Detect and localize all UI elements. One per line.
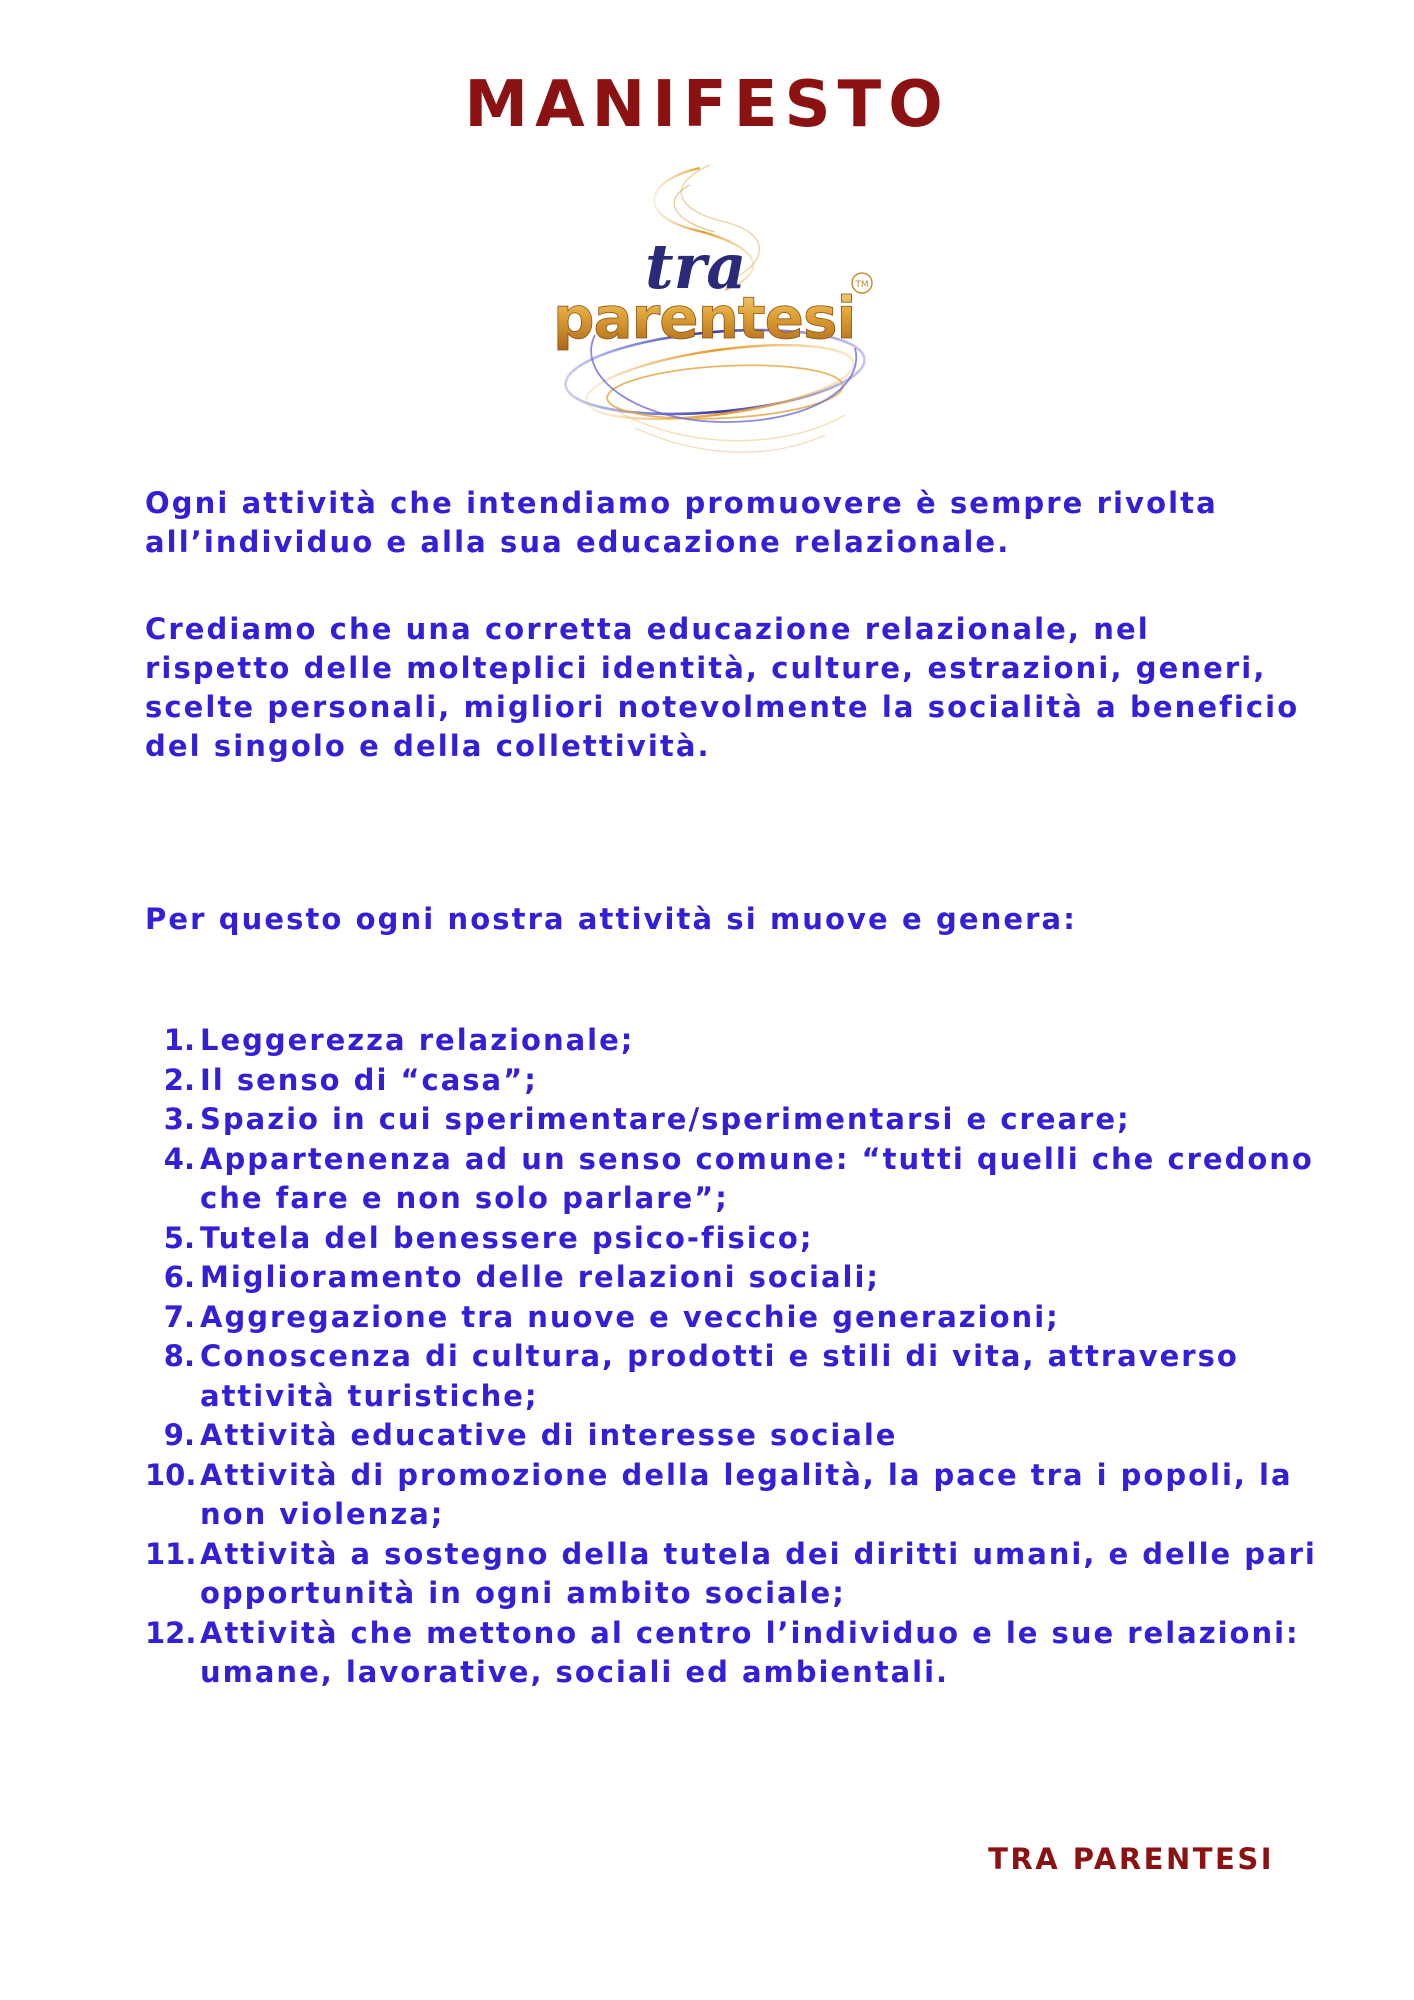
list-item-number: 3.	[163, 1102, 195, 1136]
list-item	[145, 1456, 1325, 1535]
list-item-text: Il senso di “casa”;	[200, 1062, 538, 1097]
list-intro-paragraph: Per questo ogni nostra attività si muove e genera:	[145, 902, 1077, 936]
list-item-number: 5.	[163, 1220, 195, 1255]
list-item-number: 11.	[145, 1536, 197, 1571]
list-item-text: Attività di promozione della legalità, la pace tra i popoli, la non violenza;	[200, 1457, 1293, 1531]
list-item-number: 7.	[163, 1299, 195, 1334]
list-item-text: Miglioramento delle relazioni sociali;	[200, 1260, 880, 1294]
list-item	[145, 1416, 1325, 1456]
list-item-text: Appartenenza ad un senso comune: “tutti quelli che credono che fare e non solo parlare”;	[200, 1141, 1314, 1215]
list-item-number: 12.	[145, 1615, 197, 1650]
list-item-text: Attività a sostegno della tutela dei diritti umani, e delle pari opportunità in ogni ambito sociale;	[200, 1536, 1317, 1610]
list-item	[145, 1258, 1325, 1298]
logo-tra-text: tra	[645, 230, 747, 303]
list-item-number: 10.	[145, 1457, 197, 1492]
list-item	[145, 1298, 1325, 1338]
list-item-number: 9.	[163, 1418, 195, 1452]
list-item-text: Spazio in cui sperimentare/sperimentarsi e creare;	[200, 1102, 1131, 1136]
list-item-text: Leggerezza relazionale;	[200, 1023, 635, 1057]
list-item-text: Attività educative di interesse sociale	[200, 1418, 898, 1452]
activities-list	[145, 1021, 1325, 1693]
list-item	[145, 1614, 1325, 1693]
list-item-text: Attività che mettono al centro l’individuo e le sue relazioni: umane, lavorative, sociali ed ambientali.	[200, 1615, 1300, 1689]
list-item-number: 1.	[163, 1023, 195, 1057]
list-item-number: 2.	[163, 1062, 195, 1097]
list-item	[145, 1100, 1325, 1140]
list-item	[145, 1337, 1325, 1416]
list-item	[145, 1061, 1325, 1101]
list-item-text: Aggregazione tra nuove e vecchie generazioni;	[200, 1299, 1060, 1334]
list-item-text: Tutela del benessere psico-fisico;	[200, 1220, 814, 1255]
list-item	[145, 1219, 1325, 1259]
list-item	[145, 1140, 1325, 1219]
tra-parentesi-logo	[525, 160, 905, 470]
belief-paragraph: Crediamo che una corretta educazione relazionale, nel rispetto delle molteplici identità, culture, estrazioni, generi, scelte personali, migliori notevolmente la socialità a beneficio del singolo e della collettività.	[145, 612, 1300, 763]
page-title: MANIFESTO	[464, 68, 950, 142]
intro-paragraph: Ogni attività che intendiamo promuovere è sempre rivolta all’individuo e alla sua educazione relazionale.	[145, 486, 1218, 559]
signature: TRA PARENTESI	[988, 1842, 1274, 1876]
list-item-number: 4.	[163, 1141, 195, 1176]
list-item	[145, 1535, 1325, 1614]
list-item-number: 6.	[163, 1260, 195, 1294]
logo-trademark-text: TM	[855, 280, 869, 290]
logo-parentesi-text: parentesi	[553, 284, 856, 352]
list-item-text: Conoscenza di cultura, prodotti e stili di vita, attraverso attività turistiche;	[200, 1339, 1239, 1413]
list-item	[145, 1021, 1325, 1061]
list-item-number: 8.	[163, 1339, 195, 1373]
